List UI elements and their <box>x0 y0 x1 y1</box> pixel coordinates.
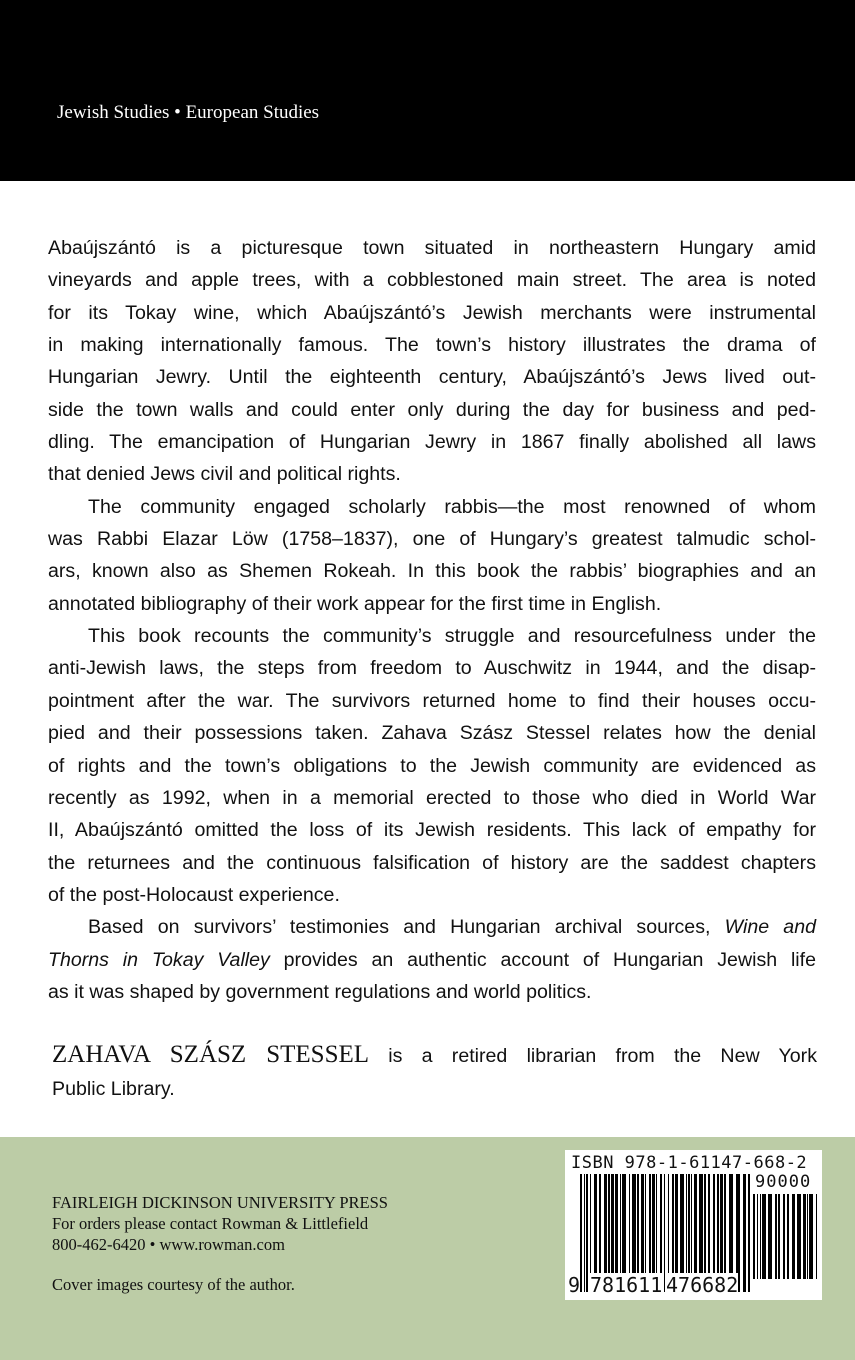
text-line <box>48 782 816 814</box>
barcode-bar <box>580 1174 582 1292</box>
author-name: ZAHAVA SZÁSZ STESSEL <box>52 1041 370 1068</box>
contact-info: 800-462-6420 • www.rowman.com <box>52 1235 285 1254</box>
text-line <box>48 911 816 943</box>
text-line <box>48 652 816 684</box>
text-line <box>48 620 816 652</box>
text-line <box>48 555 816 587</box>
text-line <box>48 944 816 976</box>
text-line <box>48 588 816 620</box>
barcode-bar <box>584 1174 585 1292</box>
text-line <box>48 329 816 361</box>
barcode-bar <box>768 1194 772 1279</box>
text-segment: Abaújszántó is a picturesque town situated in northeastern Hungary amid <box>48 237 816 259</box>
text-segment: This book recounts the community’s struggle and resourcefulness under the <box>88 625 816 648</box>
barcode-bar <box>753 1194 755 1279</box>
barcode-bar <box>586 1174 588 1292</box>
text-line <box>48 750 816 782</box>
publisher-info <box>52 1192 388 1295</box>
text-line <box>48 394 816 426</box>
barcode-bar <box>809 1194 813 1279</box>
text-line <box>48 879 816 911</box>
barcode-bar <box>816 1194 817 1279</box>
text-segment: Hungarian Jewry. Until the eighteenth century, Abaújszántó’s Jews lived out- <box>48 366 816 389</box>
publisher-name: FAIRLEIGH DICKINSON UNIVERSITY PRESS <box>52 1193 388 1212</box>
text-line <box>48 685 816 717</box>
barcode-bar <box>762 1194 766 1279</box>
text-segment: dling. The emancipation of Hungarian Jewry in 1867 finally abolished all laws <box>48 431 816 454</box>
text-segment: the returnees and the continuous falsification of history are the saddest chapters <box>48 851 816 874</box>
text-segment: pied and their possessions taken. Zahava Szász Stessel relates how the denial <box>48 722 816 745</box>
text-line <box>48 297 816 329</box>
barcode-bar <box>792 1194 795 1279</box>
text-segment: as it was shaped by government regulations and world politics. <box>48 980 592 1003</box>
barcode-bar <box>775 1194 777 1279</box>
text-line <box>48 976 816 1008</box>
text-segment: The community engaged scholarly rabbis—the most renowned of whom <box>88 495 816 518</box>
text-segment: in making internationally famous. The town’s history illustrates the drama of <box>48 334 816 357</box>
text-segment: vineyards and apple trees, with a cobblestoned main street. The area is noted <box>48 269 816 292</box>
text-segment: recently as 1992, when in a memorial erected to those who died in World War <box>48 786 816 809</box>
ean-right-digits: 476682 <box>666 1273 739 1297</box>
ean-first-digit: 9 <box>568 1273 581 1297</box>
barcode-bar <box>760 1194 761 1279</box>
text-line <box>48 491 816 523</box>
text-line <box>48 814 816 846</box>
text-line <box>48 361 816 393</box>
book-title: Wine and <box>724 916 816 939</box>
text-segment: pointment after the war. The survivors returned home to find their houses occu- <box>48 689 816 712</box>
description <box>48 232 816 1008</box>
barcode-bar <box>757 1194 758 1279</box>
text-segment: ars, known also as Shemen Rokeah. In this book the rabbis’ biographies and an <box>48 560 816 583</box>
text-line <box>48 717 816 749</box>
isbn-barcode <box>565 1150 822 1300</box>
text-segment: of the post-Holocaust experience. <box>48 883 340 906</box>
barcode-bar <box>807 1194 808 1279</box>
author-bio-line: is a retired librarian from the New York <box>369 1045 817 1067</box>
text-segment: of rights and the town’s obligations to the Jewish community are evidenced as <box>48 754 816 777</box>
author-bio <box>52 1038 817 1106</box>
subject-categories: Jewish Studies • European Studies <box>57 102 320 123</box>
text-line <box>48 232 816 264</box>
ean-left-digits: 781611 <box>590 1273 663 1297</box>
text-line <box>48 426 816 458</box>
text-segment: II, Abaújszántó omitted the loss of its Jewish residents. This lack of empathy for <box>48 819 816 842</box>
barcode-bar <box>797 1194 801 1279</box>
isbn-text: ISBN 978-1-61147-668-2 <box>571 1153 808 1173</box>
price-code: 90000 <box>755 1172 812 1192</box>
book-title: Thorns in Tokay Valley <box>48 948 270 971</box>
header-band <box>0 0 855 181</box>
barcode-bar <box>787 1194 789 1279</box>
text-segment: provides an authentic account of Hungarian Jewish life <box>269 948 817 971</box>
text-line <box>48 458 816 490</box>
author-bio-line: Public Library. <box>52 1078 175 1100</box>
barcode-bar <box>664 1174 665 1292</box>
text-segment: annotated bibliography of their work appear for the first time in English. <box>48 592 662 615</box>
text-segment: anti-Jewish laws, the steps from freedom to Auschwitz in 1944, and the disap- <box>48 657 816 680</box>
barcode-bar <box>778 1194 780 1279</box>
barcode-bar <box>783 1194 785 1279</box>
text-segment: Based on survivors’ testimonies and Hungarian archival sources, <box>88 916 725 939</box>
text-segment: that denied Jews civil and political rights. <box>48 463 401 486</box>
text-segment: was Rabbi Elazar Löw (1758–1837), one of Hungary’s greatest talmudic schol- <box>48 528 816 551</box>
barcode-bar <box>748 1174 750 1292</box>
text-segment: side the town walls and could enter only during the day for business and ped- <box>48 398 816 421</box>
cover-credit: Cover images courtesy of the author. <box>52 1275 295 1294</box>
text-segment: for its Tokay wine, which Abaújszántó’s Jewish merchants were instrumental <box>48 301 816 324</box>
text-line <box>48 523 816 555</box>
addon-bars <box>753 1194 817 1279</box>
text-line <box>48 264 816 296</box>
text-line <box>48 847 816 879</box>
orders-info: For orders please contact Rowman & Littlefield <box>52 1214 369 1233</box>
barcode-bar <box>803 1194 806 1279</box>
barcode-bar <box>743 1174 746 1292</box>
